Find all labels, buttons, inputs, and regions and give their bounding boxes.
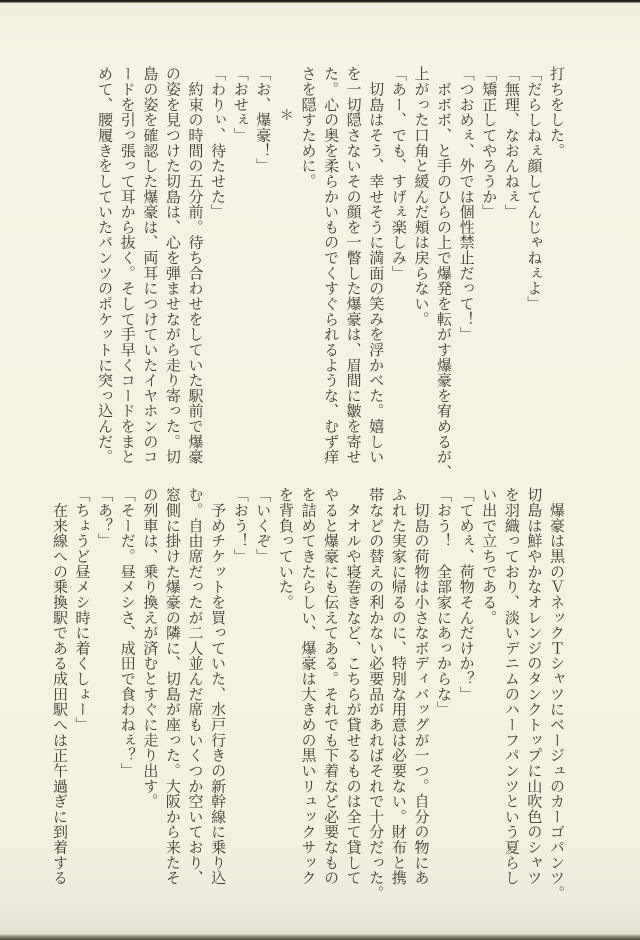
text-column: 「おう！」 bbox=[231, 487, 250, 564]
text-column: 「矯正してやろうか」 bbox=[480, 66, 499, 220]
text-column: を一切隠さないその顔を一瞥した爆豪は、眉間に皺を寄せ bbox=[344, 66, 363, 465]
text-column: 「おう！ 全部家にあっからな」 bbox=[435, 487, 454, 717]
text-column: い出で立ちである。 bbox=[480, 487, 499, 625]
text-column: の姿を見つけた切島は、心を弾ませながら走り寄った。切 bbox=[163, 66, 182, 465]
text-column: 「おせぇ」 bbox=[231, 66, 250, 143]
text-column: の列車は、乗り換えが済むとすぐに走り出す。 bbox=[141, 487, 160, 809]
text-column: を羽織っており、淡いデニムのハーフパンツという夏らし bbox=[502, 487, 521, 886]
text-column: を背負っていた。 bbox=[276, 487, 295, 610]
text-column: ボボボ、と手のひらの上で爆発を転がす爆豪を宥めるが、 bbox=[435, 66, 454, 480]
text-column: 「あ？」 bbox=[96, 487, 115, 549]
text-column: を詰めてきたらしい、爆豪は大きめの黒いリュックサック bbox=[299, 487, 318, 886]
text-column: やると爆豪にも伝えてある。それでも下着など必要なもの bbox=[322, 487, 341, 886]
text-column: 島の姿を確認した爆豪は、両耳につけていたイヤホンのコ bbox=[141, 66, 160, 465]
text-column: 打ちをした。 bbox=[548, 66, 566, 158]
section-separator: ＊ bbox=[277, 108, 294, 123]
text-column: めて、腰履きをしていたパンツのポケットに突っ込んだ。 bbox=[96, 66, 115, 465]
text-column: 切島は鮮やかなオレンジのタンクトップに山吹色のシャツ bbox=[525, 487, 544, 886]
text-column: 「だらしねぇ顔してんじゃねぇよ」 bbox=[525, 66, 544, 312]
text-column: 「お、爆豪！」 bbox=[254, 66, 273, 174]
text-column: む。自由席だったが二人並んだ席もいくつか空いており、 bbox=[186, 487, 205, 886]
scan-top-edge bbox=[0, 0, 640, 3]
text-column: 「あー、でも、すげぇ楽しみ」 bbox=[389, 66, 408, 281]
text-column: 爆豪は黒のＶネックＴシャツにベージュのカーゴパンツ。 bbox=[548, 487, 566, 901]
scan-bottom-edge bbox=[0, 934, 640, 940]
text-column: 予めチケットを買っていた、水戸行きの新幹線に乗り込 bbox=[209, 487, 228, 886]
text-column: 約束の時間の五分前。待ち合わせをしていた駅前で爆豪 bbox=[186, 66, 205, 465]
text-column: 在来線への乗換駅である成田駅へは正午過ぎに到着する bbox=[50, 487, 69, 886]
text-column: 上がった口角と緩んだ頬は戻らない。 bbox=[412, 66, 431, 327]
text-column: ふれた実家に帰るのに、特別な用意は必要ない。財布と携 bbox=[389, 487, 408, 886]
story-bottom-section bbox=[48, 487, 568, 901]
text-column: 「いくぞ」 bbox=[254, 487, 273, 564]
story-top-section bbox=[94, 66, 568, 480]
text-column: さを隠すために。 bbox=[299, 66, 318, 189]
text-column: 切島の荷物は小さなボディバッグが一つ。自分の物にあ bbox=[412, 487, 431, 886]
text-column: 「ちょうど昼メシ時に着くしょー」 bbox=[73, 487, 92, 733]
text-column: 帯などの替えの利かない必要品があればそれで十分だった。 bbox=[367, 487, 386, 901]
text-column: 「無理、なおんねぇ」 bbox=[502, 66, 521, 220]
text-column: 「つおめぇ、外では個性禁止だって！」 bbox=[457, 66, 476, 342]
text-column: ードを引っ張って耳から抜く。そして手早くコードをまと bbox=[118, 66, 137, 465]
text-column: 「てめぇ、荷物そんだけか？」 bbox=[457, 487, 476, 702]
text-column: 切島はそう、幸せそうに満面の笑みを浮かべた。嬉しい bbox=[367, 66, 386, 465]
text-column: 「そーだ。昼メシさ、成田で食わねぇ？」 bbox=[118, 487, 137, 779]
text-column: 窓側に掛けた爆豪の隣に、切島が座った。大阪から来たそ bbox=[163, 487, 182, 886]
text-column: タオルや寝巻きなど、こちらが貸せるものは全て貸して bbox=[344, 487, 363, 886]
text-column: 「わりぃ、待たせた」 bbox=[209, 66, 228, 220]
text-column: た。心の奥を柔らかいものでくすぐられるような、むず痒 bbox=[322, 66, 341, 465]
